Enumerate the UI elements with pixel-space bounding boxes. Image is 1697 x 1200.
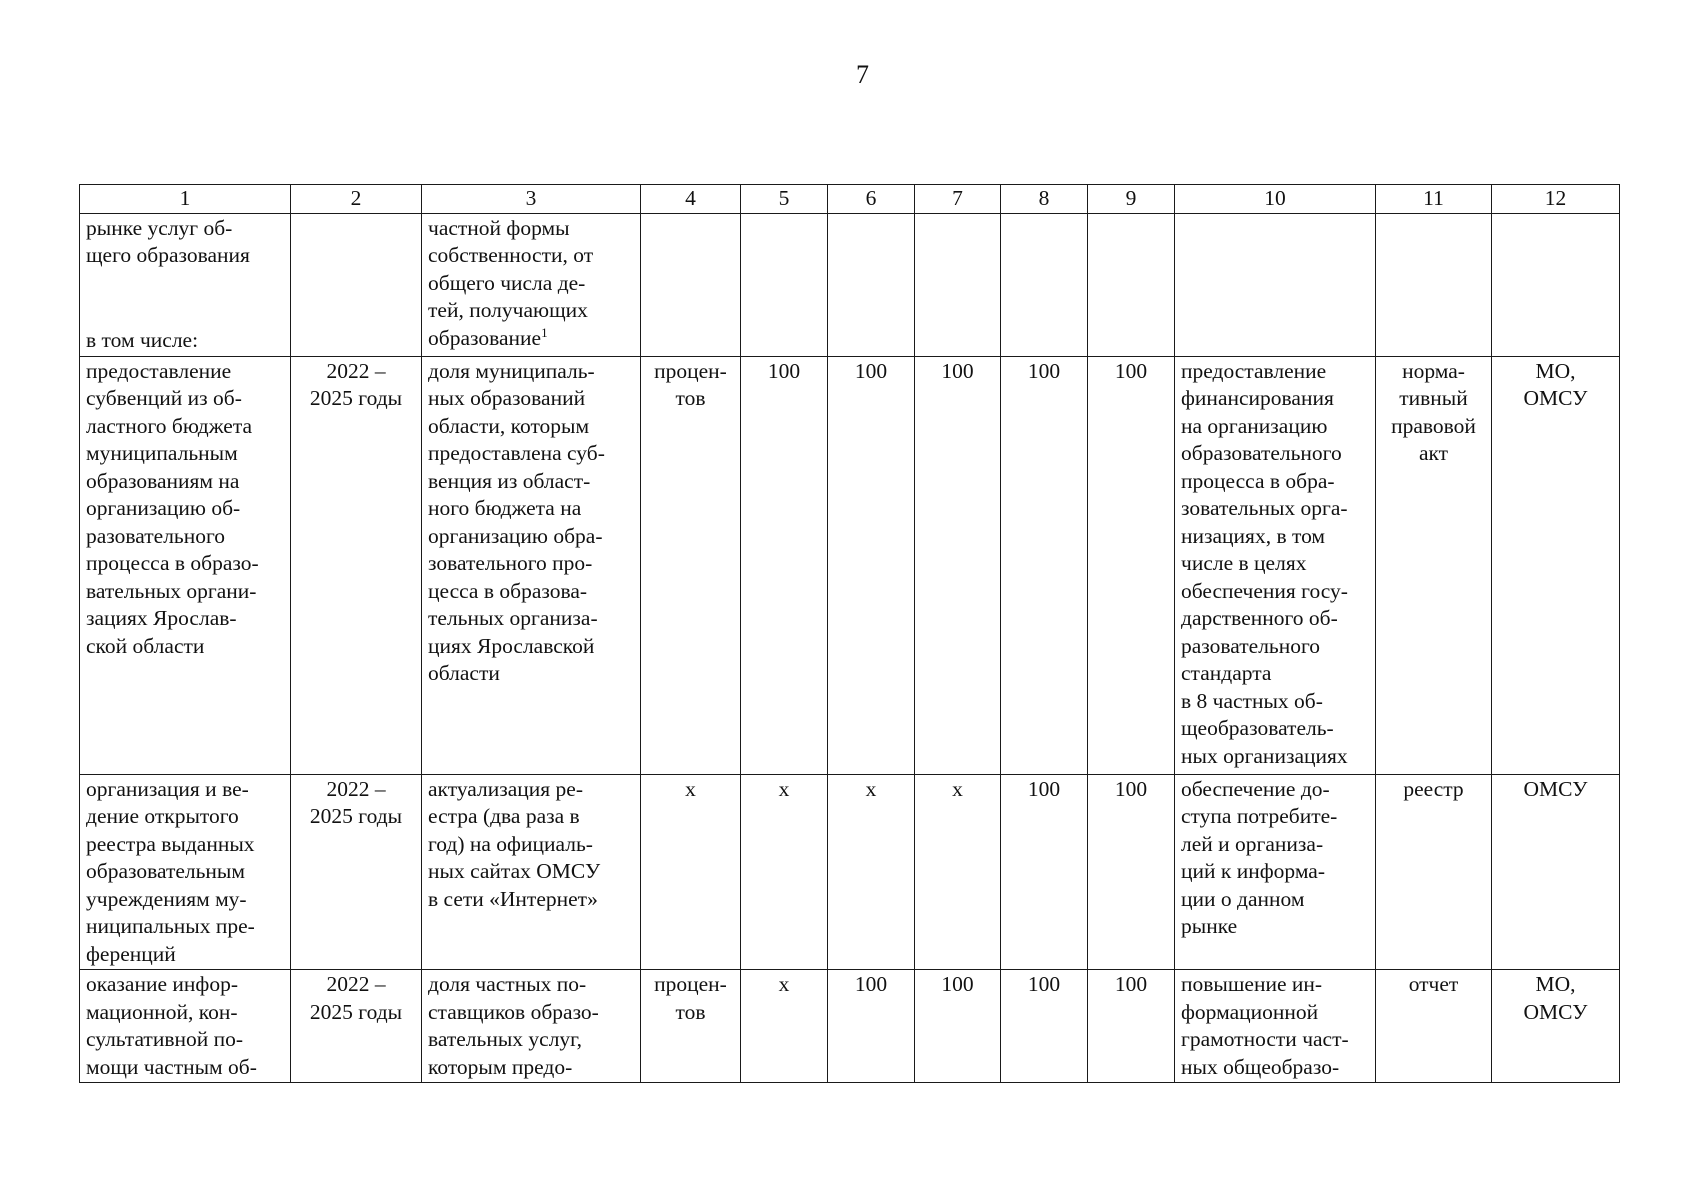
cell-indicator: актуализация ре- естра (два раза в год) на официаль- ных сайтах ОМСУ в сети «Интернет» — [422, 774, 641, 970]
cell-value — [1088, 213, 1175, 356]
cell-period — [291, 213, 422, 356]
cell-value-2022: 100 — [828, 356, 915, 774]
indicator-text: частной формы собственности, от общего числа де- тей, получающих образование — [428, 215, 594, 350]
cell-value-2021: 100 — [741, 356, 828, 774]
cell-value-2021: х — [741, 774, 828, 970]
cell-value-2022: х — [828, 774, 915, 970]
header-col-2: 2 — [291, 185, 422, 214]
table-row — [80, 970, 1620, 1083]
cell-value — [1001, 213, 1088, 356]
activity-text: рынке услуг об- щего образования — [86, 215, 250, 267]
cell-unit: х — [641, 774, 741, 970]
cell-responsible: ОМСУ — [1492, 774, 1620, 970]
cell-value-2022: 100 — [828, 970, 915, 1083]
cell-value — [741, 213, 828, 356]
cell-value-2024: 100 — [1001, 970, 1088, 1083]
cell-result: повышение ин- формационной грамотности част- ных общеобразо- — [1175, 970, 1376, 1083]
cell-document: реестр — [1376, 774, 1492, 970]
cell-value-2024: 100 — [1001, 356, 1088, 774]
header-col-9: 9 — [1088, 185, 1175, 214]
header-row — [80, 185, 1620, 214]
cell-document: отчет — [1376, 970, 1492, 1083]
cell-activity: предоставление субвенций из об- ластного бюджета муниципальным образованиям на организацию об- разовательного процесса в образо- вательных органи- зациях Ярослав- ской области — [80, 356, 291, 774]
cell-result: обеспечение до- ступа потребите- лей и организа- ций к информа- ции о данном рынке — [1175, 774, 1376, 970]
cell-period: 2022 – 2025 годы — [291, 774, 422, 970]
cell-responsible — [1492, 213, 1620, 356]
header-col-12: 12 — [1492, 185, 1620, 214]
header-col-1: 1 — [80, 185, 291, 214]
cell-document — [1376, 213, 1492, 356]
cell-value-2021: х — [741, 970, 828, 1083]
header-col-6: 6 — [828, 185, 915, 214]
header-col-3: 3 — [422, 185, 641, 214]
header-col-4: 4 — [641, 185, 741, 214]
cell-value-2025: 100 — [1088, 970, 1175, 1083]
table-row-continuation — [80, 213, 1620, 356]
cell-period: 2022 – 2025 годы — [291, 970, 422, 1083]
cell-responsible: МО, ОМСУ — [1492, 970, 1620, 1083]
cell-value — [915, 213, 1001, 356]
cell-responsible: МО, ОМСУ — [1492, 356, 1620, 774]
cell-activity: оказание инфор- мационной, кон- сультативной по- мощи частным об- — [80, 970, 291, 1083]
header-col-8: 8 — [1001, 185, 1088, 214]
footnote-mark: 1 — [541, 324, 548, 340]
header-col-11: 11 — [1376, 185, 1492, 214]
table-row — [80, 774, 1620, 970]
cell-period: 2022 – 2025 годы — [291, 356, 422, 774]
cell-indicator: доля частных по- ставщиков образо- вательных услуг, которым предо- — [422, 970, 641, 1083]
cell-result: предоставление финансирования на организацию образовательного процесса в обра- зовательных орга- низациях, в том числе в целях обеспечения госу- дарственного об- разовательного стандарта в 8 частных об- щеобразователь- ных организациях — [1175, 356, 1376, 774]
cell-indicator: доля муниципаль- ных образований области, которым предоставлена суб- венция из област- ного бюджета на организацию обра- зовательного про- цесса в образова- тельных организа- циях Ярославской области — [422, 356, 641, 774]
cell-unit: процен- тов — [641, 356, 741, 774]
cell-value-2023: 100 — [915, 970, 1001, 1083]
measures-table — [79, 184, 1620, 1083]
cell-result — [1175, 213, 1376, 356]
table-row — [80, 356, 1620, 774]
cell-unit: процен- тов — [641, 970, 741, 1083]
cell-indicator — [422, 213, 641, 356]
cell-activity — [80, 213, 291, 356]
header-col-10: 10 — [1175, 185, 1376, 214]
cell-value-2025: 100 — [1088, 774, 1175, 970]
header-col-5: 5 — [741, 185, 828, 214]
cell-value-2023: 100 — [915, 356, 1001, 774]
page-number: 7 — [856, 60, 869, 89]
cell-value-2024: 100 — [1001, 774, 1088, 970]
cell-activity: организация и ве- дение открытого реестра выданных образовательным учреждениям му- ниципальных пре- ференций — [80, 774, 291, 970]
including-label: в том числе: — [86, 328, 199, 352]
cell-value-2023: х — [915, 774, 1001, 970]
cell-unit — [641, 213, 741, 356]
cell-value-2025: 100 — [1088, 356, 1175, 774]
cell-value — [828, 213, 915, 356]
cell-document: норма- тивный правовой акт — [1376, 356, 1492, 774]
header-col-7: 7 — [915, 185, 1001, 214]
